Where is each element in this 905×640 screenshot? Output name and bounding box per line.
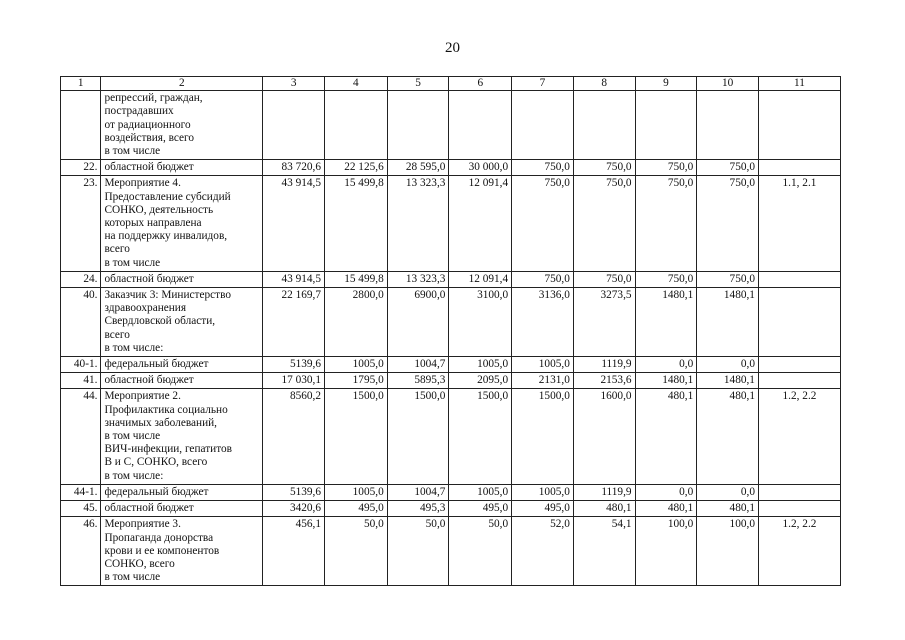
amount-cell: 0,0: [635, 484, 697, 500]
row-number-cell: 44-1.: [61, 484, 101, 500]
amount-cell: 1005,0: [325, 357, 388, 373]
amount-cell: 1500,0: [387, 389, 449, 484]
amount-cell: 495,3: [387, 501, 449, 517]
amount-cell: 0,0: [697, 484, 759, 500]
amount-cell: 1480,1: [635, 288, 697, 357]
item-name-cell: федеральный бюджет: [101, 357, 263, 373]
table-row: [61, 484, 841, 500]
row-number-cell: 44.: [61, 389, 101, 484]
amount-cell: 750,0: [635, 271, 697, 287]
total-amount-cell: 43 914,5: [263, 271, 325, 287]
amount-cell: 28 595,0: [387, 160, 449, 176]
total-amount-cell: 5139,6: [263, 357, 325, 373]
amount-cell: [512, 91, 574, 160]
amount-cell: 13 323,3: [387, 271, 449, 287]
table-row: [61, 357, 841, 373]
target-indicator-cell: [758, 357, 840, 373]
amount-cell: 3100,0: [449, 288, 512, 357]
target-indicator-cell: 1.2, 2.2: [758, 517, 840, 586]
amount-cell: 750,0: [697, 271, 759, 287]
amount-cell: [387, 91, 449, 160]
amount-cell: 3136,0: [512, 288, 574, 357]
table-row: [61, 271, 841, 287]
item-name-cell: федеральный бюджет: [101, 484, 263, 500]
amount-cell: 1795,0: [325, 373, 388, 389]
amount-cell: 2095,0: [449, 373, 512, 389]
total-amount-cell: 3420,6: [263, 501, 325, 517]
target-indicator-cell: 1.1, 2.1: [758, 176, 840, 271]
row-number-cell: 22.: [61, 160, 101, 176]
amount-cell: [573, 91, 635, 160]
row-number-cell: 40.: [61, 288, 101, 357]
amount-cell: 1480,1: [635, 373, 697, 389]
item-name-cell: Мероприятие 2. Профилактика социально значимых заболеваний, в том числе ВИЧ-инфекции, гепатитов В и С, СОНКО, всего в том числе:: [101, 389, 263, 484]
amount-cell: 750,0: [573, 271, 635, 287]
amount-cell: 1480,1: [697, 373, 759, 389]
row-number-cell: 40-1.: [61, 357, 101, 373]
amount-cell: 480,1: [697, 389, 759, 484]
amount-cell: 750,0: [573, 160, 635, 176]
total-amount-cell: 5139,6: [263, 484, 325, 500]
target-indicator-cell: [758, 271, 840, 287]
target-indicator-cell: [758, 288, 840, 357]
column-header: 5: [387, 77, 449, 91]
amount-cell: 1004,7: [387, 484, 449, 500]
total-amount-cell: 8560,2: [263, 389, 325, 484]
total-amount-cell: 17 030,1: [263, 373, 325, 389]
amount-cell: 480,1: [635, 501, 697, 517]
amount-cell: 750,0: [573, 176, 635, 271]
item-name-cell: Мероприятие 3. Пропаганда донорства крови и ее компонентов СОНКО, всего в том числе: [101, 517, 263, 586]
row-number-cell: 45.: [61, 501, 101, 517]
amount-cell: 1500,0: [325, 389, 388, 484]
amount-cell: 750,0: [635, 160, 697, 176]
amount-cell: 2153,6: [573, 373, 635, 389]
target-indicator-cell: [758, 91, 840, 160]
amount-cell: 750,0: [697, 176, 759, 271]
amount-cell: 12 091,4: [449, 271, 512, 287]
table-row: [61, 389, 841, 484]
amount-cell: 1119,9: [573, 484, 635, 500]
target-indicator-cell: [758, 160, 840, 176]
item-name-cell: областной бюджет: [101, 501, 263, 517]
amount-cell: 495,0: [512, 501, 574, 517]
amount-cell: 1500,0: [512, 389, 574, 484]
amount-cell: 100,0: [635, 517, 697, 586]
amount-cell: 1600,0: [573, 389, 635, 484]
amount-cell: 12 091,4: [449, 176, 512, 271]
column-header: 7: [512, 77, 574, 91]
table-body: [61, 91, 841, 586]
amount-cell: 1005,0: [512, 484, 574, 500]
amount-cell: 750,0: [697, 160, 759, 176]
amount-cell: 30 000,0: [449, 160, 512, 176]
amount-cell: 5895,3: [387, 373, 449, 389]
column-header: 9: [635, 77, 697, 91]
column-header: 3: [263, 77, 325, 91]
amount-cell: 1005,0: [325, 484, 388, 500]
amount-cell: 750,0: [512, 271, 574, 287]
amount-cell: 15 499,8: [325, 176, 388, 271]
item-name-cell: областной бюджет: [101, 271, 263, 287]
amount-cell: 52,0: [512, 517, 574, 586]
total-amount-cell: 83 720,6: [263, 160, 325, 176]
row-number-cell: [61, 91, 101, 160]
total-amount-cell: 22 169,7: [263, 288, 325, 357]
amount-cell: 1480,1: [697, 288, 759, 357]
column-number-row: [61, 77, 841, 91]
target-indicator-cell: [758, 501, 840, 517]
column-header: 11: [758, 77, 840, 91]
total-amount-cell: 456,1: [263, 517, 325, 586]
table-row: [61, 160, 841, 176]
amount-cell: 2131,0: [512, 373, 574, 389]
target-indicator-cell: 1.2, 2.2: [758, 389, 840, 484]
amount-cell: 1005,0: [512, 357, 574, 373]
item-name-cell: Мероприятие 4. Предоставление субсидий СОНКО, деятельность которых направлена на поддержку инвалидов, всего в том числе: [101, 176, 263, 271]
amount-cell: 15 499,8: [325, 271, 388, 287]
amount-cell: 54,1: [573, 517, 635, 586]
amount-cell: 480,1: [635, 389, 697, 484]
amount-cell: 0,0: [635, 357, 697, 373]
item-name-cell: областной бюджет: [101, 373, 263, 389]
amount-cell: [697, 91, 759, 160]
amount-cell: 1005,0: [449, 484, 512, 500]
amount-cell: 22 125,6: [325, 160, 388, 176]
amount-cell: 50,0: [387, 517, 449, 586]
total-amount-cell: 43 914,5: [263, 176, 325, 271]
table-row: [61, 373, 841, 389]
column-header: 2: [101, 77, 263, 91]
column-header: 1: [61, 77, 101, 91]
table-row: [61, 517, 841, 586]
table-row: [61, 288, 841, 357]
amount-cell: 1119,9: [573, 357, 635, 373]
amount-cell: 50,0: [325, 517, 388, 586]
amount-cell: [635, 91, 697, 160]
row-number-cell: 41.: [61, 373, 101, 389]
amount-cell: 2800,0: [325, 288, 388, 357]
row-number-cell: 23.: [61, 176, 101, 271]
amount-cell: 750,0: [512, 176, 574, 271]
amount-cell: 1005,0: [449, 357, 512, 373]
column-header: 10: [697, 77, 759, 91]
total-amount-cell: [263, 91, 325, 160]
table-row: [61, 91, 841, 160]
amount-cell: 750,0: [512, 160, 574, 176]
amount-cell: 13 323,3: [387, 176, 449, 271]
amount-cell: 50,0: [449, 517, 512, 586]
amount-cell: 3273,5: [573, 288, 635, 357]
page-number: 20: [445, 40, 460, 56]
budget-table: [60, 76, 841, 586]
column-header: 6: [449, 77, 512, 91]
amount-cell: 480,1: [697, 501, 759, 517]
amount-cell: 495,0: [325, 501, 388, 517]
table-row: [61, 176, 841, 271]
amount-cell: 6900,0: [387, 288, 449, 357]
amount-cell: [449, 91, 512, 160]
amount-cell: 480,1: [573, 501, 635, 517]
item-name-cell: областной бюджет: [101, 160, 263, 176]
row-number-cell: 24.: [61, 271, 101, 287]
amount-cell: [325, 91, 388, 160]
target-indicator-cell: [758, 373, 840, 389]
amount-cell: 0,0: [697, 357, 759, 373]
amount-cell: 1004,7: [387, 357, 449, 373]
amount-cell: 1500,0: [449, 389, 512, 484]
item-name-cell: Заказчик 3: Министерство здравоохранения Свердловской области, всего в том числе:: [101, 288, 263, 357]
amount-cell: 750,0: [635, 176, 697, 271]
column-header: 4: [325, 77, 388, 91]
row-number-cell: 46.: [61, 517, 101, 586]
table-row: [61, 501, 841, 517]
amount-cell: 495,0: [449, 501, 512, 517]
amount-cell: 100,0: [697, 517, 759, 586]
column-header: 8: [573, 77, 635, 91]
target-indicator-cell: [758, 484, 840, 500]
item-name-cell: репрессий, граждан, пострадавших от радиационного воздействия, всего в том числе: [101, 91, 263, 160]
